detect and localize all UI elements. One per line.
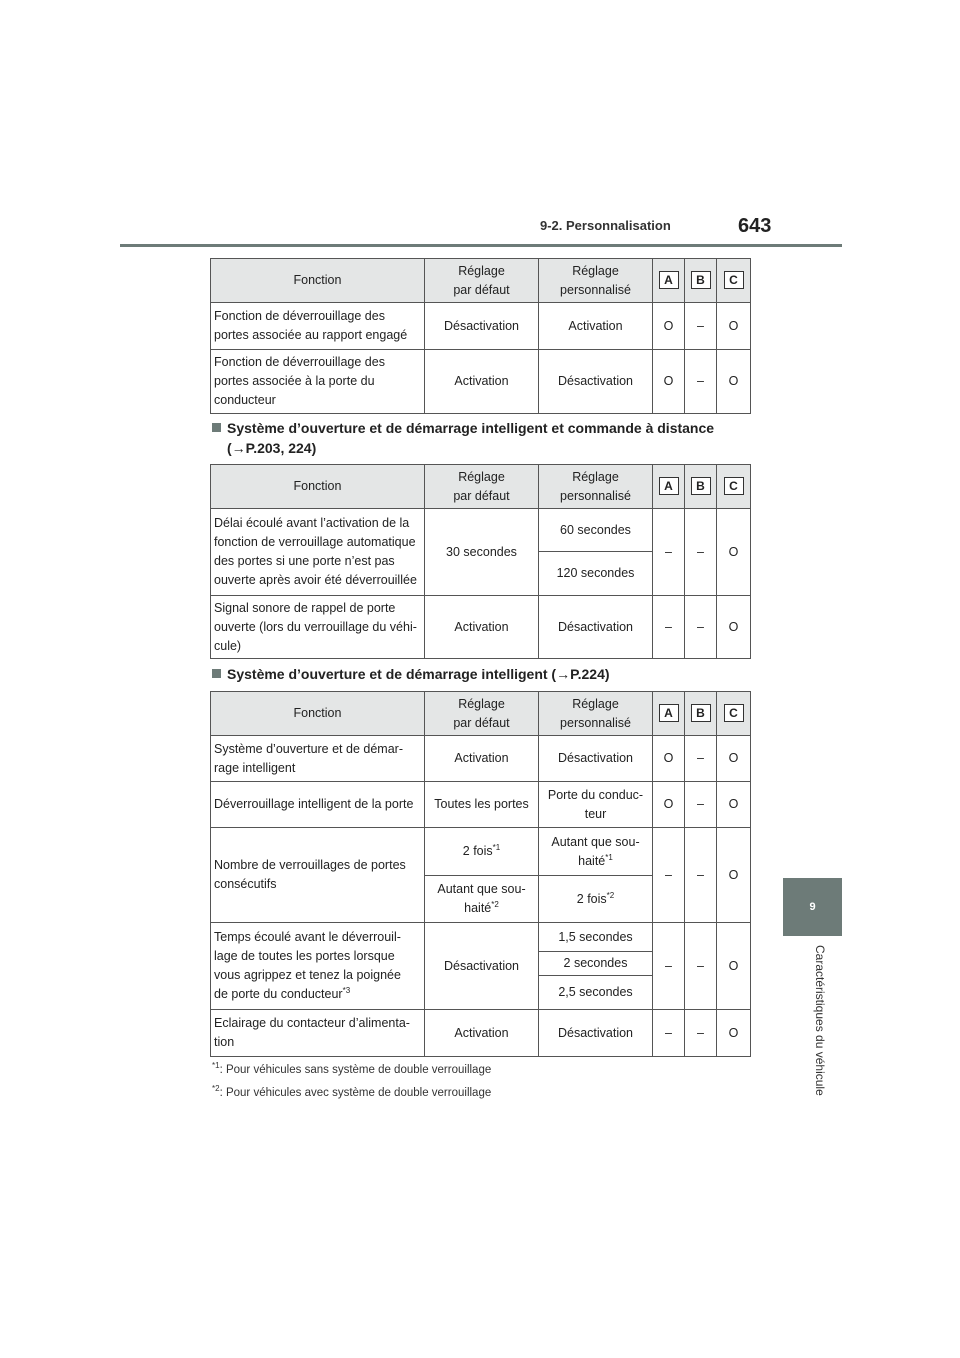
cell-custom: Désactivation	[539, 596, 653, 659]
cell-c: O	[717, 1010, 751, 1057]
table-door-unlock	[210, 258, 751, 414]
cell-b: –	[685, 736, 717, 782]
cell-default: Activation	[425, 736, 539, 782]
cell-default: Toutes les portes	[425, 782, 539, 828]
cell-custom: 2 fois$^{*2}$	[539, 876, 653, 923]
header-default: Réglage par défaut	[425, 259, 539, 303]
a-box: A	[659, 704, 679, 722]
header-b	[685, 259, 717, 303]
cell-custom: Autant que sou- haité$^{*1}$	[539, 828, 653, 876]
cell-a: O	[653, 782, 685, 828]
a-box: A	[659, 477, 679, 495]
b-box: B	[691, 477, 711, 495]
cell-b: –	[685, 1010, 717, 1057]
header-b	[685, 465, 717, 509]
cell-function: Eclairage du contacteur d’alimenta- tion	[211, 1010, 425, 1057]
cell-default: Autant que sou- haité$^{*2}$	[425, 876, 539, 923]
cell-b: –	[685, 303, 717, 350]
cell-custom: Désactivation	[539, 736, 653, 782]
cell-default: Activation	[425, 1010, 539, 1057]
c-box: C	[724, 477, 744, 495]
table-header-row	[211, 259, 751, 303]
table-header-row	[211, 465, 751, 509]
header-a	[653, 465, 685, 509]
cell-c: O	[717, 736, 751, 782]
cell-c: O	[717, 350, 751, 414]
table-row	[211, 509, 751, 552]
cell-custom: 2,5 secondes	[539, 976, 653, 1010]
cell-b: –	[685, 509, 717, 596]
cell-custom: Activation	[539, 303, 653, 350]
cell-custom: Désactivation	[539, 350, 653, 414]
chapter-tab	[783, 878, 842, 936]
cell-a: –	[653, 828, 685, 923]
section-heading-smart-entry: Système d’ouverture et de démarrage intelligent (→P.224)	[212, 664, 610, 684]
header-function: Fonction	[211, 259, 425, 303]
table-row	[211, 736, 751, 782]
header-default: Réglage par défaut	[425, 465, 539, 509]
cell-function: Temps écoulé avant le déverrouil- lage de toutes les portes lorsque vous agrippez et tenez la poignée de porte du conducteur$^{*3}$	[211, 923, 425, 1010]
cell-function: Signal sonore de rappel de porte ouverte (lors du verrouillage du véhi- cule)	[211, 596, 425, 659]
header-c	[717, 259, 751, 303]
cell-a: O	[653, 303, 685, 350]
cell-default: Désactivation	[425, 923, 539, 1010]
a-box: A	[659, 271, 679, 289]
header-rule	[120, 244, 842, 247]
c-box: C	[724, 704, 744, 722]
cell-c: O	[717, 782, 751, 828]
table-row	[211, 923, 751, 952]
table-row	[211, 303, 751, 350]
header-custom: Réglage personnalisé	[539, 465, 653, 509]
cell-c: O	[717, 923, 751, 1010]
cell-function: Nombre de verrouillages de portes consécutifs	[211, 828, 425, 923]
cell-b: –	[685, 782, 717, 828]
cell-custom: Porte du conduc- teur	[539, 782, 653, 828]
table-smart-entry	[210, 691, 751, 1057]
cell-function: Système d’ouverture et de démar- rage intelligent	[211, 736, 425, 782]
cell-custom: 60 secondes	[539, 509, 653, 552]
table-row	[211, 1010, 751, 1057]
header-a	[653, 259, 685, 303]
header-custom: Réglage personnalisé	[539, 692, 653, 736]
chapter-label: Caractéristiques du véhicule	[813, 945, 827, 1096]
header-a	[653, 692, 685, 736]
cell-c: O	[717, 509, 751, 596]
header-b	[685, 692, 717, 736]
page-number: 643	[738, 215, 772, 237]
chapter-number: 9	[809, 901, 816, 913]
cell-default: Activation	[425, 596, 539, 659]
cell-b: –	[685, 828, 717, 923]
cell-custom: 2 secondes	[539, 952, 653, 976]
footnote-2: $^{*2}$: Pour véhicules avec système de double verrouillage	[212, 1084, 492, 1099]
section-heading-smart-remote: Système d’ouverture et de démarrage intelligent et commande à distance (→P.203, 224)	[212, 418, 714, 458]
table-row	[211, 350, 751, 414]
table-row	[211, 596, 751, 659]
cell-function: Fonction de déverrouillage des portes associée à la porte du conducteur	[211, 350, 425, 414]
header-custom: Réglage personnalisé	[539, 259, 653, 303]
cell-b: –	[685, 596, 717, 659]
cell-b: –	[685, 923, 717, 1010]
cell-custom: 120 secondes	[539, 552, 653, 596]
bullet-square-icon	[212, 423, 221, 432]
cell-c: O	[717, 303, 751, 350]
cell-a: –	[653, 596, 685, 659]
table-row	[211, 828, 751, 876]
cell-a: –	[653, 1010, 685, 1057]
b-box: B	[691, 704, 711, 722]
table-header-row	[211, 692, 751, 736]
b-box: B	[691, 271, 711, 289]
cell-default: 2 fois$^{*1}$	[425, 828, 539, 876]
cell-a: –	[653, 923, 685, 1010]
header-function: Fonction	[211, 692, 425, 736]
cell-a: –	[653, 509, 685, 596]
header-c	[717, 692, 751, 736]
cell-c: O	[717, 828, 751, 923]
cell-a: O	[653, 736, 685, 782]
cell-default: 30 secondes	[425, 509, 539, 596]
header-c	[717, 465, 751, 509]
bullet-square-icon	[212, 669, 221, 678]
cell-function: Déverrouillage intelligent de la porte	[211, 782, 425, 828]
table-smart-remote	[210, 464, 751, 659]
c-box: C	[724, 271, 744, 289]
cell-custom: Désactivation	[539, 1010, 653, 1057]
table-row	[211, 782, 751, 828]
cell-a: O	[653, 350, 685, 414]
cell-default: Activation	[425, 350, 539, 414]
footnote-1: $^{*1}$: Pour véhicules sans système de double verrouillage	[212, 1061, 492, 1076]
cell-function: Délai écoulé avant l’activation de la fonction de verrouillage automatique des portes si une porte n’est pas ouverte après avoir été déverrouillée	[211, 509, 425, 596]
header-function: Fonction	[211, 465, 425, 509]
section-title: 9-2. Personnalisation	[540, 218, 671, 233]
cell-custom: 1,5 secondes	[539, 923, 653, 952]
header-default: Réglage par défaut	[425, 692, 539, 736]
cell-c: O	[717, 596, 751, 659]
cell-b: –	[685, 350, 717, 414]
cell-function: Fonction de déverrouillage des portes associée au rapport engagé	[211, 303, 425, 350]
cell-default: Désactivation	[425, 303, 539, 350]
